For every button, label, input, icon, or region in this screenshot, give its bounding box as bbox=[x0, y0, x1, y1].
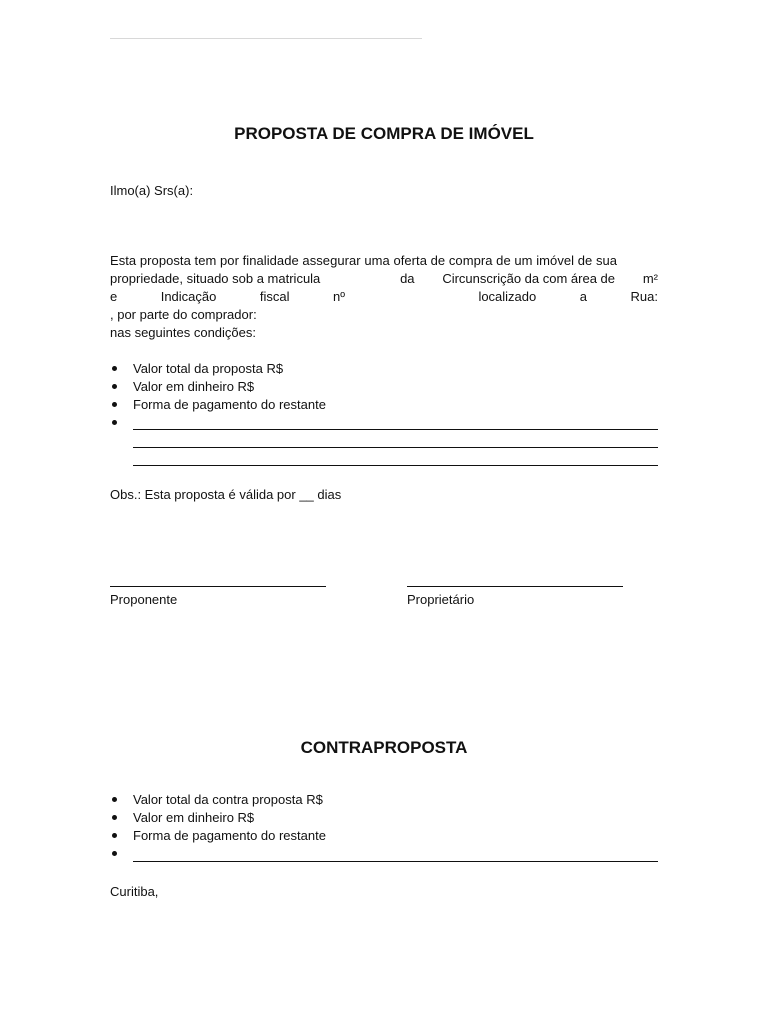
counter-item-label: Forma de pagamento do restante bbox=[133, 828, 326, 843]
body-line-2 bbox=[110, 270, 658, 288]
body-line-2-word: m² bbox=[642, 271, 658, 286]
body-line-5: nas seguintes condições: bbox=[110, 325, 256, 340]
condition-label: Valor em dinheiro R$ bbox=[133, 379, 255, 394]
owner-signature-line bbox=[407, 586, 623, 587]
city-line: Curitiba, bbox=[110, 884, 159, 899]
salutation: Ilmo(a) Srs(a): bbox=[110, 183, 194, 198]
document-title: PROPOSTA DE COMPRA DE IMÓVEL bbox=[234, 124, 534, 143]
bullet-icon bbox=[112, 815, 117, 820]
conditions-list bbox=[110, 360, 658, 432]
header-rule bbox=[110, 38, 422, 39]
list-item bbox=[110, 791, 658, 809]
body-line-3-word: nº bbox=[332, 289, 345, 304]
condition-label: Valor total da proposta R$ bbox=[133, 361, 284, 376]
list-item bbox=[110, 360, 658, 378]
body-line-3-word: Rua: bbox=[630, 289, 658, 304]
body-line-3 bbox=[110, 288, 658, 306]
bullet-icon bbox=[112, 402, 117, 407]
condition-label: Forma de pagamento do restante bbox=[133, 397, 326, 412]
body-line-2-word: da bbox=[400, 271, 415, 286]
proponent-signature-line bbox=[110, 586, 326, 587]
body-line-1-text: Esta proposta tem por finalidade assegurar uma oferta de compra de um imóvel de sua bbox=[110, 253, 618, 268]
observation: Obs.: Esta proposta é válida por __ dias bbox=[110, 487, 342, 502]
body-line-4: , por parte do comprador: bbox=[110, 307, 257, 322]
body-line-1 bbox=[110, 252, 658, 270]
body-line-3-word: Indicação bbox=[160, 289, 217, 304]
counter-item-label: Valor em dinheiro R$ bbox=[133, 810, 255, 825]
list-item bbox=[110, 809, 658, 827]
body-line-2-word: Circunscrição da com área de bbox=[442, 271, 616, 286]
counter-proposal-list bbox=[110, 791, 658, 863]
body-line-3-word: a bbox=[579, 289, 587, 304]
bullet-icon bbox=[112, 366, 117, 371]
body-line-3-word: fiscal bbox=[259, 289, 290, 304]
bullet-icon bbox=[112, 851, 117, 856]
counter-proposal-title: CONTRAPROPOSTA bbox=[300, 738, 468, 757]
fill-in-line bbox=[133, 429, 658, 430]
fill-in-line bbox=[133, 465, 658, 466]
bullet-icon bbox=[112, 420, 117, 425]
body-line-2-word: propriedade, situado sob a matricula bbox=[110, 271, 321, 286]
list-item bbox=[110, 396, 658, 414]
proponent-label: Proponente bbox=[110, 592, 178, 607]
fill-in-line bbox=[133, 861, 658, 862]
list-item bbox=[110, 378, 658, 396]
list-item bbox=[110, 827, 658, 845]
counter-item-label: Valor total da contra proposta R$ bbox=[133, 792, 323, 807]
fill-in-line bbox=[133, 447, 658, 448]
body-line-3-word: e bbox=[110, 289, 118, 304]
bullet-icon bbox=[112, 384, 117, 389]
bullet-icon bbox=[112, 833, 117, 838]
owner-label: Proprietário bbox=[407, 592, 475, 607]
body-line-3-word: localizado bbox=[478, 289, 537, 304]
bullet-icon bbox=[112, 797, 117, 802]
